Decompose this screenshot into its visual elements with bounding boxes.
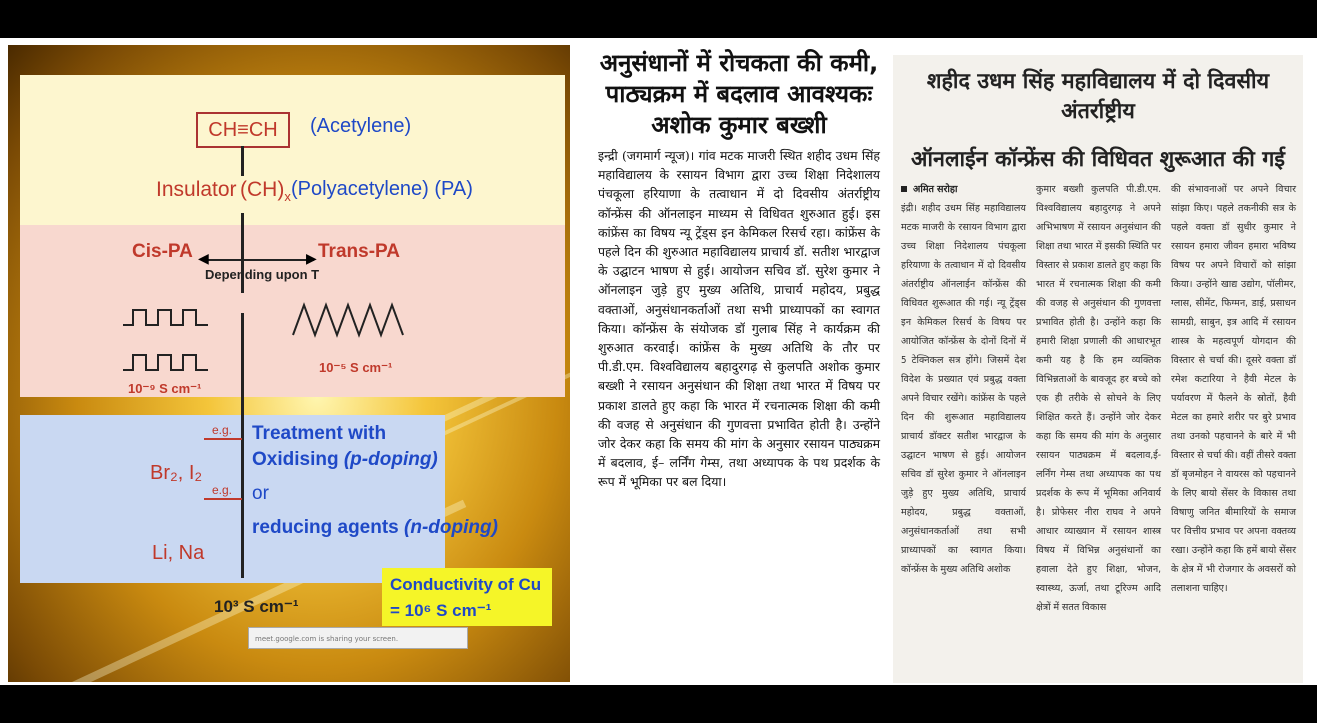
acetylene-label: (Acetylene) bbox=[310, 115, 412, 137]
bottom-conductivity: 10³ S cm⁻¹ bbox=[214, 597, 299, 616]
top-black-bar bbox=[0, 0, 1317, 38]
conducting-polymer-slide bbox=[8, 45, 570, 682]
bullet-icon bbox=[901, 186, 907, 192]
oxidant-label: Br₂, I₂ bbox=[150, 462, 203, 484]
insulator-label: Insulator bbox=[156, 178, 237, 201]
eg-label-1: e.g. bbox=[212, 423, 233, 437]
arrow-left-icon: ◀ bbox=[198, 250, 209, 266]
article2-column-3: की संभावनाओं पर अपने विचार सांझा किए। पहले तकनीकी सत्र के पहले वक्ता डॉ सुधीर कुमार ने रसायन हमारा जीवन हमारा भविष्य विषय पर अपने विचारों को सांझा किया। उन्होंने खाद्य उद्योग, पॉलीमर, ग्लास, सीमेंट, फिग्मन, डाई, प्रसाधन सामग्री, साबुन, इत्र आदि में रसायन शास्त्र के महत्वपूर्ण योगदान की विस्तार से चर्चा की। दूसरे वक्ता डॉ रमेश कटारिया ने हैवी मेटल के पर्यावरण में फैलने के स्रोतों, हैवी मेटल का हमारे शरीर पर बुरे प्रभाव तथा उनको पहचानने के बारे में भी विस्तार से चर्चा की। वहीं तीसरे वक्ता डॉ बृजमोहन ने वायरस को पहचानने के लिए बायो सेंसर के विकास तथा विषाणु जनित बीमारियों के समाज पर वित्तीय प्रभाव पर अपना वक्तव्य रखा। उन्होंने कहा कि हमें बायो सेंसर के क्षेत्र में भी रोजगार के अवसरों को तलाशना चाहिए। bbox=[1171, 184, 1296, 594]
cis-chain-icon bbox=[118, 290, 233, 380]
cis-conductivity: 10⁻⁹ S cm⁻¹ bbox=[128, 381, 202, 396]
article1-headline: अनुसंधानों में रोचकता की कमी, पाठ्यक्रम में बदलाव आवश्यकः अशोक कुमार बख्शी bbox=[599, 49, 879, 139]
article1-body: इन्द्री (जगमार्ग न्यूज)। गांव मटक माजरी स्थित शहीद उधम सिंह महाविद्यालय के रसायन विभाग द्वारा उच्च शिक्षा निदेशालय पंचकूला हरियाणा के तत्वाधान में दो दिवसीय अंतर्राष्ट्रीय कॉन्फ्रेंस की ऑनलाइन माध्यम से विधिवत शुरुआत हुई। इस कांफ्रेंस का विषय न्यू ट्रेंड्स इन केमिकल रिसर्च रहा। कांफ्रेंस के पहले दिन की शुरुआत महाविद्यालय प्राचार्य डॉ. सतीश भारद्वाज के उद्घाटन भाषण से हुई। आयोजन सचिव डॉ. सुरेश कुमार ने ऑनलाइन जुड़े हुए मुख्य अतिथि, प्राचार्य महोदय, प्रबुद्ध वक्ताओं, अनुसंधानकर्ताओं तथा सभी प्राध्यापकों का स्वागत किया। कॉन्फ्रेंस के संयोजक डॉ गुलाब सिंह ने कार्यक्रम की शुरुआत करवाई। कांफ्रेंस के मुख्य अतिथि के तौर पर पी.डी.एम. विश्वविद्यालय बहादुरगढ़ से कुलपति अशोक कुमार बख्शी ने रसायन अनुसंधान की शिक्षा तथा भारत में विषय पर प्रकाश डालते हुए कहा कि भारत में रचनात्मक शिक्षा की कमी की वजह से अनुसंधान की गुणवत्ता प्रभावित होती है। उन्होंने जोर देकर कहा कि समय की मांग के अनुसार रसायन पाठ्यक्रम में बदलाव, ई– लर्निंग गेम्स, तथा अध्यापक के पथ प्रदर्शक के रूप में भूमिका पर बल दिया। bbox=[598, 148, 880, 490]
treatment-line-1: Treatment with bbox=[252, 423, 387, 444]
article2-col1-text: इंद्री। शहीद उधम सिंह महाविद्यालय मटक माजरी के रसायन विभाग द्वारा उच्च शिक्षा निदेशालय पंचकूला हरियाणा के तत्वाधान में दो दिवसीय अंतर्राष्ट्रीय ऑनलाईन कॉन्फ्रेंस की विधिवत शुरूआत की गई। न्यू ट्रेंड्स इन केमिकल रिसर्च के विषय पर आयोजित कॉन्फ्रेंस के दोनों दिनों में 5 टेक्निकल सत्र होंगे। जिसमें देश विदेश के प्रख्यात एवं प्रबुद्ध वक्ता अपने विचार रखेंगे। कांफ्रेंस के पहले दिन की शुरूआत महाविद्यालय प्राचार्य डॉक्टर सतीश भारद्वाज के उद्घाटन भाषण से हुई। आयोजन सचिव डॉ सुरेश कुमार ने ऑनलाइन जुड़े हुए मुख्य अतिथि, प्राचार्य महोदय, प्रबुद्ध वक्ताओं, अनुसंधानकर्ताओं तथा सभी प्राध्यापकों का स्वागत किया। कॉन्फ्रेंस के मुख्य अतिथि अशोक bbox=[901, 203, 1026, 575]
article-jagmarg bbox=[598, 48, 880, 492]
treatment-line-2: Oxidising (p-doping) bbox=[252, 449, 438, 470]
double-arrow-line bbox=[204, 259, 314, 261]
main-vertical-line bbox=[241, 313, 244, 578]
acetylene-panel bbox=[20, 75, 565, 245]
article2-column-1 bbox=[901, 180, 1026, 617]
connector-line bbox=[241, 146, 244, 176]
arrow-right-icon: ▶ bbox=[306, 250, 317, 266]
trans-chain-icon bbox=[290, 300, 410, 340]
depending-label: Depending upon T bbox=[205, 267, 320, 282]
article-clipping bbox=[893, 55, 1303, 683]
article2-headline-line2: ऑनलाईन कॉन्फ्रेंस की विधिवत शुरूआत की गई bbox=[911, 147, 1285, 172]
acetylene-formula: CH≡CH bbox=[196, 112, 290, 148]
bottom-black-bar bbox=[0, 685, 1317, 723]
trans-conductivity: 10⁻⁵ S cm⁻¹ bbox=[319, 360, 393, 375]
trans-label: Trans-PA bbox=[318, 241, 401, 262]
article2-columns bbox=[901, 180, 1297, 617]
polyacetylene-formula: $(CH)_x$ bbox=[240, 178, 291, 205]
eg-label-2: e.g. bbox=[212, 483, 233, 497]
polyacetylene-label: (Polyacetylene) (PA) bbox=[291, 178, 473, 200]
cu-line-2: = 10⁶ S cm⁻¹ bbox=[390, 601, 492, 620]
cis-label: Cis-PA bbox=[132, 241, 193, 262]
screen-share-bar[interactable]: meet.google.com is sharing your screen. bbox=[248, 627, 468, 649]
reductant-label: Li, Na bbox=[152, 542, 205, 564]
eg-arrow-1 bbox=[204, 438, 242, 440]
treatment-line-3: or bbox=[252, 483, 269, 504]
article2-column-2: कुमार बख्शी कुलपति पी.डी.एम. विश्वविद्यालय बहादुरगढ़ ने अपने अभिभाषण में रसायन अनुसंधान की शिक्षा तथा भारत में इसकी स्थिति पर विस्तार से प्रकाश डालते हुए कहा कि भारत में रचनात्मक शिक्षा की कमी की वजह से अनुसंधान की गुणवत्ता प्रभावित होती है। उन्होंने कहा कि हमारी शिक्षा प्रणाली की आधारभूत कमी यह है कि हम व्यक्तिक विभिन्नताओं के बावजूद हर बच्चे को एक ही तरीके से सोचने के लिए शिक्षित करते हैं। उन्होंने जोर देकर कहा कि समय की मांग के अनुसार रसायन पाठ्यक्रम में बदलाव,ई- लर्निंग गेम्स तथा अध्यापक का पथ प्रदर्शक के रूप में भूमिका अनिवार्य है। प्रोफेसर नीरा राघव ने अपने आधार व्याख्यान में रसायन शास्त्र विषय में विभिन्न अनुसंधानों का हवाला देते हुए शिक्षा, भोजन, स्वास्थ्य, ऊर्जा, तथा टूरिज्म आदि क्षेत्रों में सतत विकास bbox=[1036, 184, 1161, 613]
treatment-line-4: reducing agents (n-doping) bbox=[252, 517, 498, 538]
article2-headline-line1: शहीद उधम सिंह महाविद्यालय में दो दिवसीय अंतर्राष्ट्रीय bbox=[926, 69, 1270, 124]
cu-line-1: Conductivity of Cu bbox=[390, 575, 542, 594]
byline: अमित सरोहा bbox=[901, 180, 1026, 199]
eg-arrow-2 bbox=[204, 498, 242, 500]
